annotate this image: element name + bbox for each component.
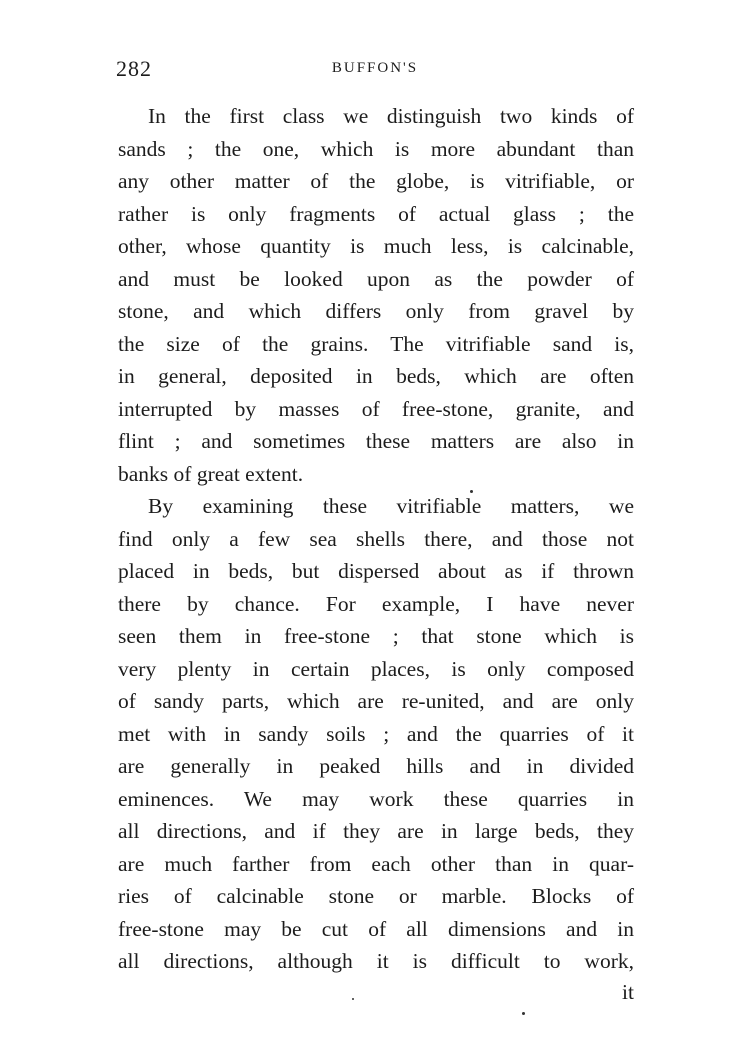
text-line: and must be looked upon as the powder of	[118, 266, 634, 291]
text-line: in general, deposited in beds, which are often	[118, 364, 634, 388]
text-line: all directions, although it is difficult to work,	[118, 949, 634, 973]
text-line: other, whose quantity is much less, is calcinable,	[118, 234, 634, 258]
text-line: the size of the grains. The vitrifiable sand is,	[118, 331, 634, 356]
body-text	[118, 100, 634, 978]
print-speck	[470, 490, 473, 493]
text-line: stone, and which differs only from gravel by	[118, 299, 634, 323]
text-line: of sandy parts, which are re-united, and are only	[118, 689, 634, 713]
text-line: are generally in peaked hills and in divided	[118, 754, 634, 778]
text-line: placed in beds, but dispersed about as if thrown	[118, 559, 634, 583]
text-line: ries of calcinable stone or marble. Blocks of	[118, 884, 634, 908]
text-line: there by chance. For example, I have never	[118, 591, 634, 616]
text-line: eminences. We may work these quarries in	[118, 786, 634, 811]
text-line: sands ; the one, which is more abundant than	[118, 136, 634, 161]
text-line: flint ; and sometimes these matters are also in	[118, 429, 634, 453]
text-line: seen them in free-stone ; that stone which is	[118, 624, 634, 648]
text-line: very plenty in certain places, is only composed	[118, 656, 634, 681]
catchword: it	[622, 980, 634, 1004]
text-line: met with in sandy soils ; and the quarries of it	[118, 721, 634, 746]
text-line: banks of great extent.	[118, 461, 304, 486]
text-line: any other matter of the globe, is vitrifiable, or	[118, 169, 634, 193]
page-number: 282	[116, 56, 152, 81]
text-line: In the first class we distinguish two kinds of	[148, 104, 634, 128]
text-line: interrupted by masses of free-stone, granite, and	[118, 396, 634, 421]
text-line: find only a few sea shells there, and those not	[118, 526, 634, 551]
print-speck	[522, 1012, 525, 1015]
text-line: rather is only fragments of actual glass ; the	[118, 201, 634, 226]
running-head: BUFFON'S	[331, 60, 419, 76]
text-line: free-stone may be cut of all dimensions and in	[118, 916, 634, 941]
text-line: By examining these vitrifiable matters, we	[148, 494, 634, 518]
print-speck	[352, 998, 354, 1000]
text-line: are much farther from each other than in quar-	[118, 851, 634, 876]
text-line: all directions, and if they are in large beds, they	[118, 819, 634, 843]
